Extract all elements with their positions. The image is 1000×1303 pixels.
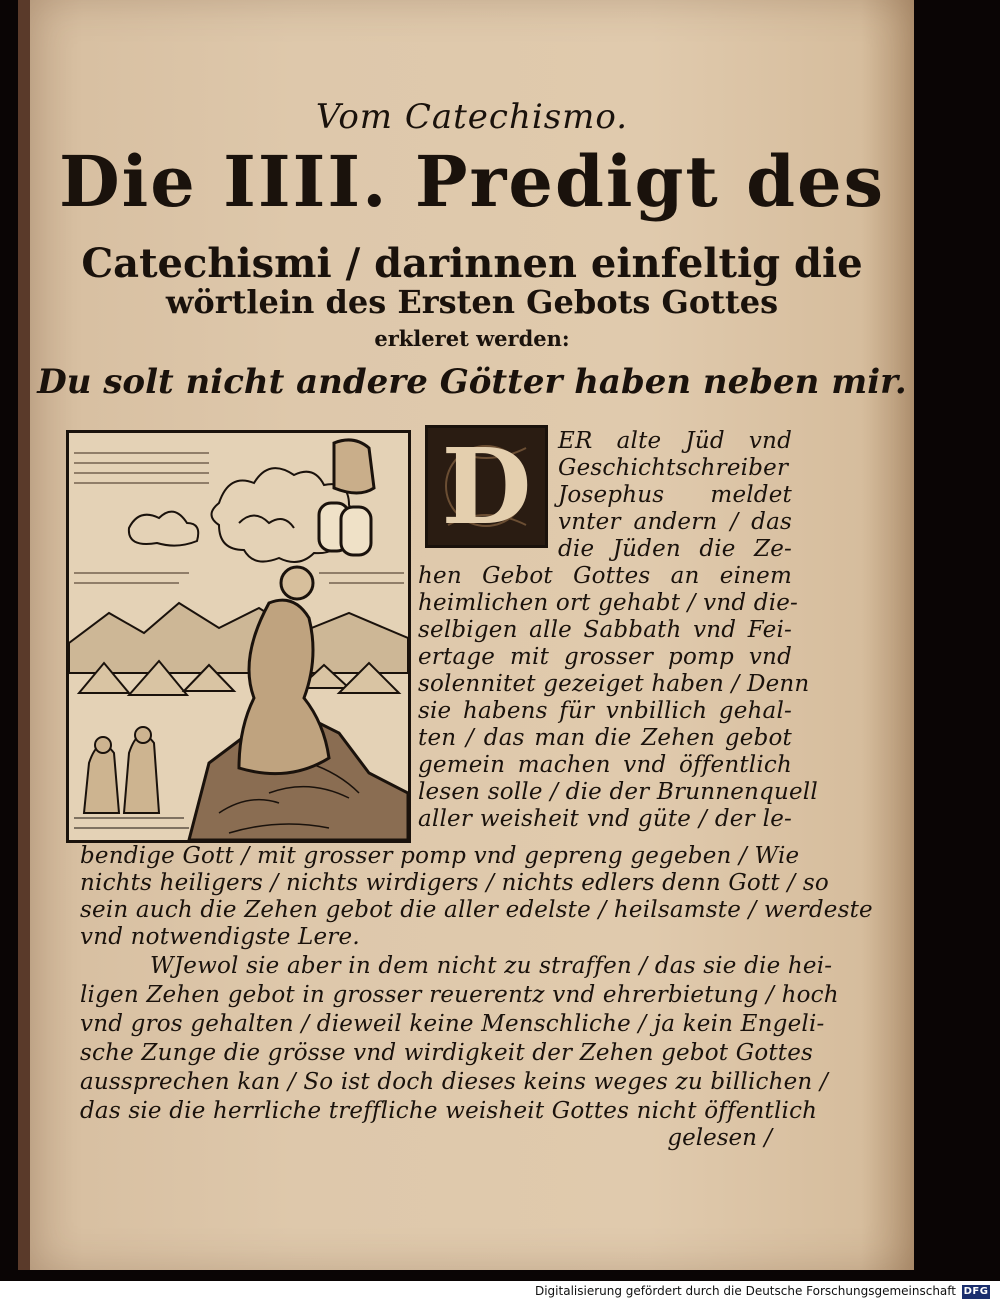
woodcut-illustration [66,430,411,843]
body-line: hen Gebot Gottes an einem [418,563,792,589]
title-line-3: wörtlein des Ersten Gebots Gottes [165,283,779,321]
book-page [30,0,914,1270]
running-head: Vom Catechismo. [315,97,629,137]
body-line: lesen solle / die der Brunnenquell [418,779,818,805]
body-line: vnd notwendigste Lere. [80,924,360,950]
body-line: Geschichtschreiber [558,455,789,481]
initial-letter: D [441,425,532,548]
catchword: gelesen / [667,1125,772,1151]
body-line: ertage mit grosser pomp vnd [418,644,792,670]
body-line: solennitet gezeiget haben / Denn [418,671,810,697]
body-line: vnd gros gehalten / dieweil keine Menschliche / ja kein Engeli- [80,1011,825,1037]
body-line: die Jüden die Ze- [558,536,792,562]
title-line-2: Catechismi / darinnen einfeltig die [81,240,863,287]
commandment-heading: Du solt nicht andere Götter haben neben mir. [37,362,907,402]
body-line: gemein machen vnd öffentlich [418,752,792,778]
body-line: sche Zunge die grösse vnd wirdigkeit der Zehen gebot Gottes [80,1040,814,1066]
body-line: vnter andern / das [558,509,792,535]
title-line-1: Die IIII. Predigt des [58,140,886,223]
body-line: Josephus meldet [558,482,792,508]
body-line: aller weisheit vnd güte / der le- [418,806,792,832]
decorated-initial [425,425,548,548]
footer-bar [0,1281,1000,1303]
body-line: selbigen alle Sabbath vnd Fei- [418,617,792,643]
dfg-logo-icon: DFG [963,1286,989,1297]
body-line: sein auch die Zehen gebot die aller edelste / heilsamste / werdeste [80,897,873,923]
body-line: das sie die herrliche treffliche weisheit Gottes nicht öffentlich [80,1098,818,1124]
woodcut-illustration-icon [69,433,408,840]
body-line: WJewol sie aber in dem nicht zu straffen / das sie die hei- [150,953,833,979]
body-line: nichts heiligers / nichts wirdigers / nichts edlers denn Gott / so [80,870,829,896]
title-line-4: erkleret werden: [374,326,570,351]
body-line: ligen Zehen gebot in grosser reuerentz vnd ehrerbietung / hoch [80,982,839,1008]
body-line: ten / das man die Zehen gebot [418,725,792,751]
body-line: bendige Gott / mit grosser pomp vnd gepreng gegeben / Wie [80,843,800,869]
body-line: sie habens für vnbillich gehal- [418,698,792,724]
body-line: ER alte Jüd vnd [558,428,792,454]
body-line: heimlichen ort gehabt / vnd die- [418,590,799,616]
body-line: aussprechen kan / So ist doch dieses keins weges zu billichen / [80,1069,828,1095]
funding-notice: Digitalisierung gefördert durch die Deutsche Forschungsgemeinschaft [534,1284,956,1298]
